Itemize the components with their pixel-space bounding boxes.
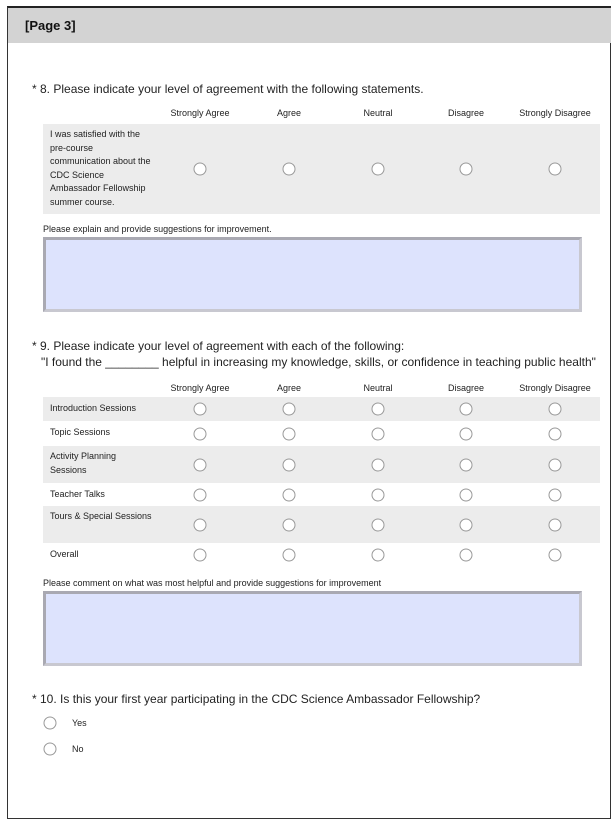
- q9-radio[interactable]: [460, 488, 473, 501]
- q9-radio[interactable]: [194, 488, 207, 501]
- q9-radio[interactable]: [372, 403, 385, 416]
- q9-radio[interactable]: [372, 548, 385, 561]
- q9-radio[interactable]: [194, 427, 207, 440]
- column-header: Neutral: [363, 383, 393, 393]
- q9-subtitle: "I found the ________ helpful in increasing my knowledge, skills, or confidence in teaching public health": [41, 355, 596, 369]
- q9-radio[interactable]: [194, 458, 207, 471]
- q9-comment-textarea[interactable]: [43, 591, 582, 666]
- q9-radio[interactable]: [372, 458, 385, 471]
- q9-radio[interactable]: [460, 458, 473, 471]
- q8-radio[interactable]: [283, 163, 296, 176]
- q9-comment-label: Please comment on what was most helpful and provide suggestions for improvement: [43, 578, 382, 588]
- q8-radio[interactable]: [549, 163, 562, 176]
- q9-radio[interactable]: [549, 427, 562, 440]
- q9-radio[interactable]: [549, 403, 562, 416]
- q9-radio[interactable]: [372, 488, 385, 501]
- q10-radio-yes[interactable]: [44, 717, 57, 730]
- page-header: [8, 8, 611, 43]
- page-title: [Page 3]: [25, 18, 76, 33]
- q9-row: [43, 543, 600, 566]
- q9-row: [43, 483, 600, 506]
- column-header: Strongly Disagree: [519, 383, 591, 393]
- q9-row: [43, 397, 600, 421]
- q9-radio[interactable]: [549, 458, 562, 471]
- column-header: Disagree: [447, 383, 485, 393]
- q8-radio[interactable]: [460, 163, 473, 176]
- q9-radio[interactable]: [549, 548, 562, 561]
- q8-comment-label: Please explain and provide suggestions for improvement.: [43, 224, 272, 234]
- q10-option-label: No: [72, 744, 84, 754]
- q10-radio-no[interactable]: [44, 743, 57, 756]
- q9-radio[interactable]: [283, 488, 296, 501]
- q9-radio[interactable]: [460, 427, 473, 440]
- row-label: I was satisfied with the pre-course communication about the CDC Science Ambassador Fellowship summer course.: [50, 129, 151, 207]
- q9-radio[interactable]: [283, 427, 296, 440]
- q9-row: [43, 506, 600, 543]
- q9-row: [43, 446, 600, 483]
- q10-title: * 10. Is this your first year participating in the CDC Science Ambassador Fellowship?: [32, 692, 481, 706]
- q9-row: [43, 421, 600, 446]
- column-header: Strongly Agree: [170, 108, 230, 118]
- row-label: Tours & Special Sessions: [50, 511, 152, 521]
- q9-radio[interactable]: [283, 458, 296, 471]
- q9-radio[interactable]: [460, 548, 473, 561]
- q10-option-label: Yes: [72, 718, 87, 728]
- column-header: Neutral: [363, 108, 393, 118]
- q9-radio[interactable]: [194, 518, 207, 531]
- q8-radio[interactable]: [194, 163, 207, 176]
- q9-radio[interactable]: [283, 403, 296, 416]
- q9-radio[interactable]: [283, 518, 296, 531]
- column-header: Strongly Agree: [170, 383, 230, 393]
- q8-title: * 8. Please indicate your level of agreement with the following statements.: [32, 82, 424, 96]
- q9-radio[interactable]: [460, 518, 473, 531]
- row-label: Teacher Talks: [50, 489, 105, 499]
- q8-radio[interactable]: [372, 163, 385, 176]
- q9-radio[interactable]: [549, 518, 562, 531]
- row-label: Overall: [50, 549, 79, 559]
- q9-radio[interactable]: [194, 548, 207, 561]
- column-header: Strongly Disagree: [519, 108, 591, 118]
- q9-radio[interactable]: [549, 488, 562, 501]
- column-header: Agree: [276, 383, 302, 393]
- column-header: Disagree: [447, 108, 485, 118]
- q9-radio[interactable]: [283, 548, 296, 561]
- q8-comment-textarea[interactable]: [43, 237, 582, 312]
- column-header: Agree: [276, 108, 302, 118]
- row-label: Introduction Sessions: [50, 403, 137, 413]
- row-label: Topic Sessions: [50, 427, 111, 437]
- row-label: Activity Planning Sessions: [50, 451, 117, 475]
- q9-radio[interactable]: [372, 427, 385, 440]
- q8-row: [43, 124, 600, 214]
- q9-radio[interactable]: [372, 518, 385, 531]
- q9-title: * 9. Please indicate your level of agreement with each of the following:: [32, 339, 405, 353]
- q9-radio[interactable]: [194, 403, 207, 416]
- q9-radio[interactable]: [460, 403, 473, 416]
